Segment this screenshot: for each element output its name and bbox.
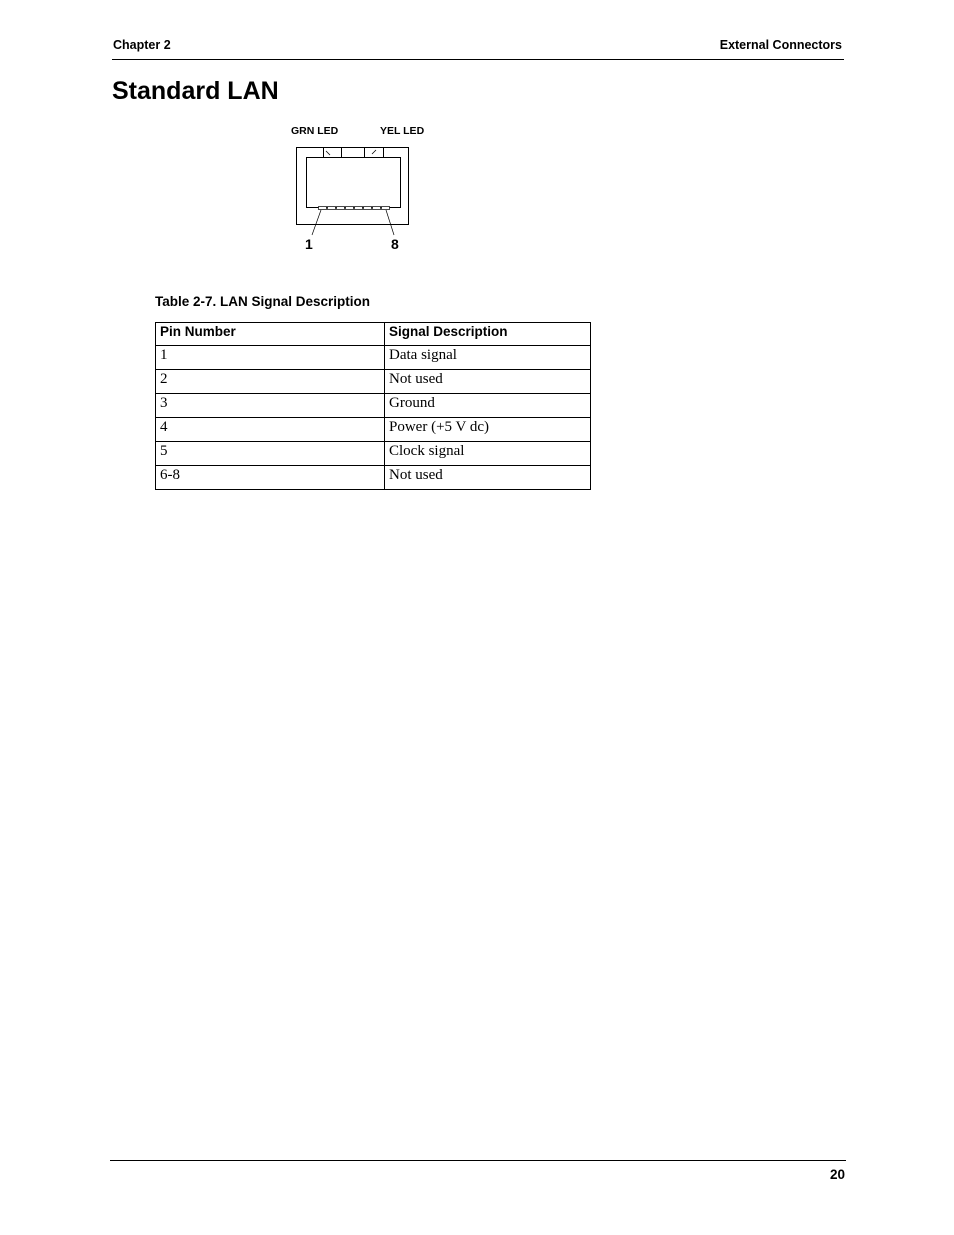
- table-row: [156, 466, 591, 490]
- pin-8-label: 8: [391, 236, 399, 252]
- signal-description-cell: Clock signal: [385, 442, 591, 466]
- page-header: [112, 38, 844, 60]
- lan-signal-table: [155, 322, 591, 490]
- pin-1-label: 1: [305, 236, 313, 252]
- pin-number-cell: 1: [156, 346, 385, 370]
- table-caption: Table 2-7. LAN Signal Description: [155, 294, 371, 309]
- pin-number-cell: 6-8: [156, 466, 385, 490]
- page-footer: [110, 1160, 846, 1182]
- chapter-label: Chapter 2: [113, 38, 171, 52]
- signal-description-cell: Data signal: [385, 346, 591, 370]
- pin-number-cell: 4: [156, 418, 385, 442]
- signal-description-cell: Not used: [385, 370, 591, 394]
- page-title: Standard LAN: [112, 77, 279, 105]
- pin-number-cell: 3: [156, 394, 385, 418]
- signal-description-cell: Power (+5 V dc): [385, 418, 591, 442]
- table-header-row: [156, 323, 591, 346]
- connector-opening: [307, 158, 401, 208]
- table-row: [156, 442, 591, 466]
- column-header-signal-description: Signal Description: [385, 323, 591, 346]
- connector-housing: [297, 148, 409, 225]
- signal-description-cell: Not used: [385, 466, 591, 490]
- table-row: [156, 346, 591, 370]
- pin-1-leader: [312, 210, 321, 235]
- lan-connector-diagram: [280, 118, 450, 258]
- pin-number-cell: 5: [156, 442, 385, 466]
- table-row: [156, 370, 591, 394]
- column-header-pin-number: Pin Number: [156, 323, 385, 346]
- page-number: 20: [829, 1167, 845, 1182]
- pin-number-cell: 2: [156, 370, 385, 394]
- section-label: External Connectors: [719, 38, 842, 52]
- grn-led-label: GRN LED: [291, 125, 339, 137]
- table-row: [156, 394, 591, 418]
- signal-description-cell: Ground: [385, 394, 591, 418]
- pin-8-leader: [386, 210, 394, 235]
- green-led: [324, 148, 342, 158]
- yel-led-label: YEL LED: [380, 125, 425, 137]
- table-row: [156, 418, 591, 442]
